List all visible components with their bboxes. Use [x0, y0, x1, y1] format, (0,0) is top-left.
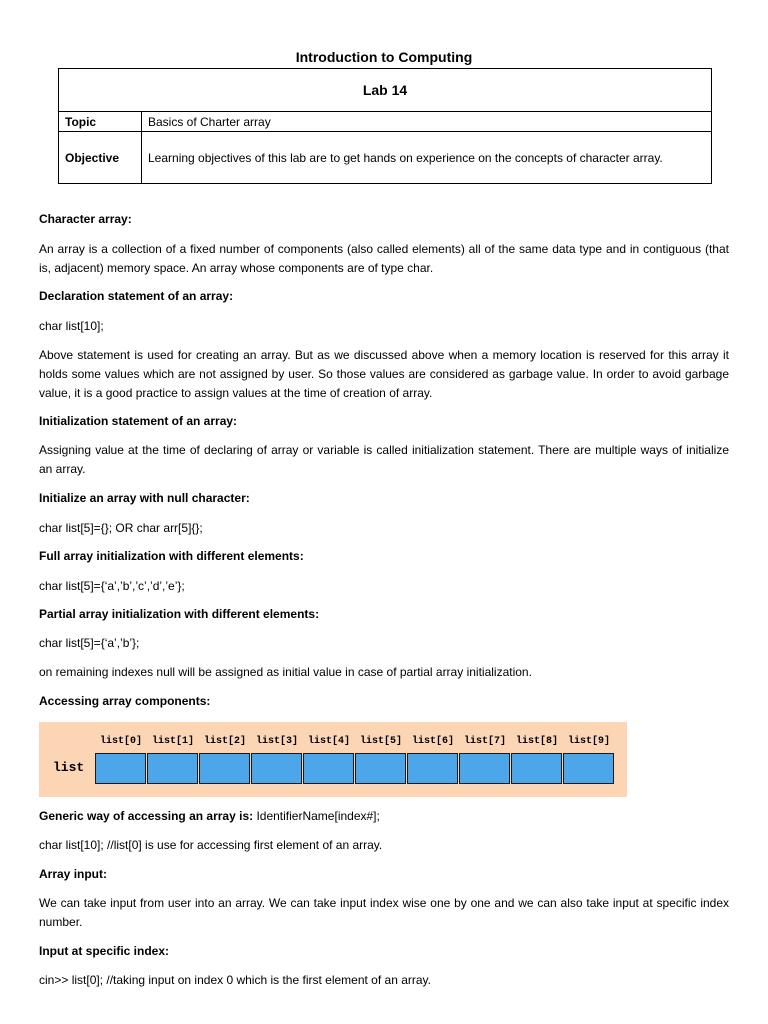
specific-index-heading: Input at specific index: [39, 944, 170, 958]
null-init-heading: Initialize an array with null character: [39, 491, 250, 505]
accessing-heading: Accessing array components: [39, 694, 211, 708]
null-init-code: char list[5]={}; OR char arr[5]{}; [39, 521, 203, 535]
array-index-label: list[8] [515, 736, 558, 747]
array-index-label: list[0] [99, 736, 142, 747]
initialization-heading: Initialization statement of an array: [39, 414, 238, 428]
objective-value: Learning objectives of this lab are to get hands on experience on the concepts of character array. [142, 132, 712, 184]
array-index-label: list[2] [203, 736, 246, 747]
array-index-label: list[7] [463, 736, 506, 747]
character-array-heading: Character array: [39, 212, 132, 226]
array-cell [459, 753, 510, 784]
partial-init-code: char list[5]={‘a’,’b’}; [39, 636, 140, 650]
topic-value: Basics of Charter array [142, 112, 712, 132]
array-index-label: list[9] [567, 736, 610, 747]
generic-access-value: IdentifierName[index#]; [253, 809, 380, 823]
array-input-text: We can take input from user into an array. We can take input index wise one by one and we can also take input at specific index number. [39, 896, 729, 929]
array-cell [199, 753, 250, 784]
lab-number: Lab 14 [59, 69, 712, 112]
array-index-label: list[3] [255, 736, 298, 747]
initialization-text: Assigning value at the time of declaring of array or variable is called initialization statement. There are multiple ways of initialize an array. [39, 443, 729, 476]
generic-access-line [39, 807, 729, 826]
declaration-text: Above statement is used for creating an array. But as we discussed above when a memory location is reserved for this array it holds some values which are not assigned by user. So those values are considered as garbage value. In order to avoid garbage value, it is a good practice to assign values at the time of creation of array. [39, 348, 729, 400]
array-cell [563, 753, 614, 784]
full-init-code: char list[5]={‘a’,’b’,’c’,’d’,’e’}; [39, 579, 185, 593]
array-cell [355, 753, 406, 784]
array-input-heading: Array input: [39, 867, 108, 881]
array-cell [303, 753, 354, 784]
array-index-label: list[5] [359, 736, 402, 747]
full-init-heading: Full array initialization with different elements: [39, 549, 304, 563]
character-array-text: An array is a collection of a fixed number of components (also called elements) all of the same data type and in contiguous (that is, adjacent) memory space. An array whose components are of type char. [39, 242, 729, 275]
partial-init-note: on remaining indexes null will be assigned as initial value in case of partial array initialization. [39, 665, 532, 679]
objective-label: Objective [59, 132, 142, 184]
array-index-label: list[1] [151, 736, 194, 747]
document-title: Introduction to Computing [295, 49, 473, 65]
array-index-label: list[6] [411, 736, 454, 747]
specific-index-code: cin>> list[0]; //taking input on index 0 which is the first element of an array. [39, 973, 431, 987]
topic-label: Topic [59, 112, 142, 132]
declaration-code: char list[10]; [39, 319, 104, 333]
array-cell [147, 753, 198, 784]
array-cell [511, 753, 562, 784]
array-index-label: list[4] [307, 736, 350, 747]
declaration-heading: Declaration statement of an array: [39, 289, 234, 303]
array-diagram [39, 722, 627, 797]
array-name-label: list [53, 760, 85, 775]
array-cell [407, 753, 458, 784]
access-example: char list[10]; //list[0] is use for accessing first element of an array. [39, 838, 383, 852]
partial-init-heading: Partial array initialization with different elements: [39, 607, 320, 621]
array-cell [251, 753, 302, 784]
array-cell [95, 753, 146, 784]
lab-info-table [58, 68, 712, 184]
generic-access-label: Generic way of accessing an array is: [39, 809, 254, 823]
